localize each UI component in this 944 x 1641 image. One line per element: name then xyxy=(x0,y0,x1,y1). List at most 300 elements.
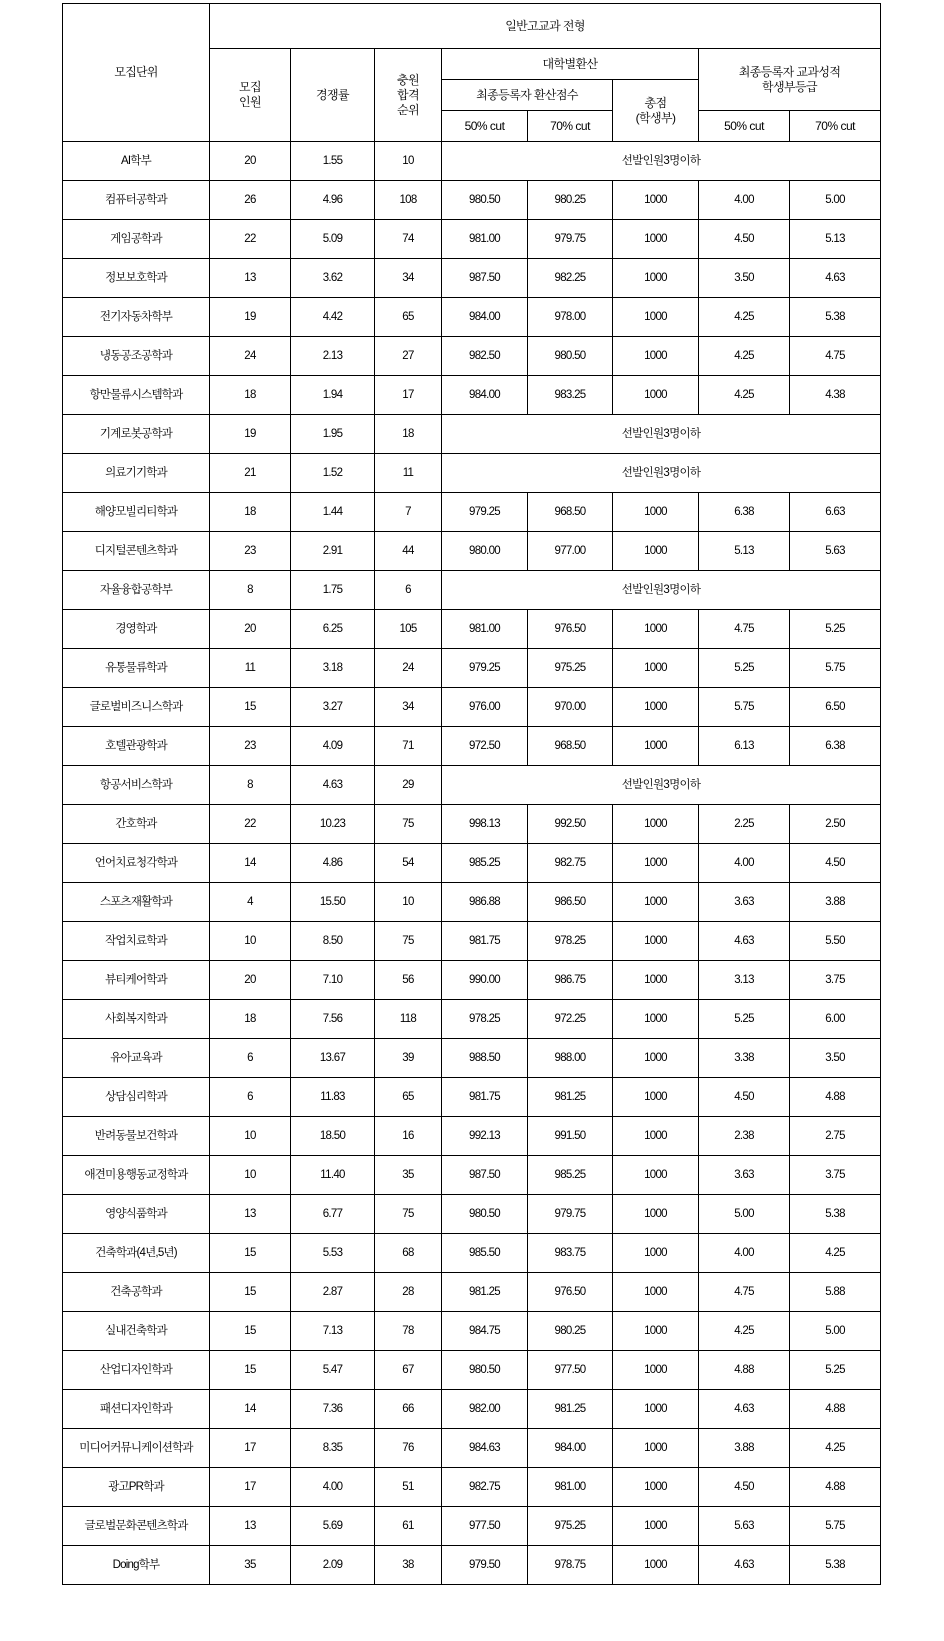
row-score-cut70: 982.75 xyxy=(528,844,613,883)
row-grade-cut70: 5.63 xyxy=(790,532,881,571)
row-fill-rank: 75 xyxy=(375,922,442,961)
row-grade-cut70: 4.50 xyxy=(790,844,881,883)
row-grade-cut50: 3.50 xyxy=(699,259,790,298)
header-unit: 모집단위 xyxy=(63,4,210,142)
row-grade-cut70: 2.75 xyxy=(790,1117,881,1156)
row-grade-cut50: 5.25 xyxy=(699,649,790,688)
row-total-score: 1000 xyxy=(613,805,699,844)
row-total-score: 1000 xyxy=(613,259,699,298)
header-fill-rank-line3: 순위 xyxy=(397,102,419,117)
table-row xyxy=(63,376,881,415)
header-final-grade xyxy=(699,49,881,111)
row-total-score: 1000 xyxy=(613,688,699,727)
row-score-cut50: 988.50 xyxy=(442,1039,528,1078)
row-fill-rank: 35 xyxy=(375,1156,442,1195)
table-row xyxy=(63,805,881,844)
row-total-score: 1000 xyxy=(613,1468,699,1507)
row-grade-cut70: 5.25 xyxy=(790,1351,881,1390)
row-quota: 8 xyxy=(210,766,291,805)
row-grade-cut70: 3.50 xyxy=(790,1039,881,1078)
row-score-cut50: 981.75 xyxy=(442,1078,528,1117)
row-score-cut70: 976.50 xyxy=(528,610,613,649)
row-fill-rank: 6 xyxy=(375,571,442,610)
row-score-cut50: 972.50 xyxy=(442,727,528,766)
row-grade-cut50: 3.38 xyxy=(699,1039,790,1078)
row-department-name: 기계로봇공학과 xyxy=(63,415,210,454)
table-row xyxy=(63,844,881,883)
row-small-cohort-note: 선발인원3명이하 xyxy=(442,142,881,181)
row-score-cut50: 998.13 xyxy=(442,805,528,844)
row-quota: 20 xyxy=(210,610,291,649)
row-quota: 14 xyxy=(210,1390,291,1429)
row-total-score: 1000 xyxy=(613,1429,699,1468)
row-grade-cut50: 4.50 xyxy=(699,220,790,259)
row-fill-rank: 28 xyxy=(375,1273,442,1312)
row-department-name: 패션디자인학과 xyxy=(63,1390,210,1429)
row-competition-ratio: 3.27 xyxy=(291,688,375,727)
row-quota: 20 xyxy=(210,961,291,1000)
row-fill-rank: 118 xyxy=(375,1000,442,1039)
row-grade-cut50: 4.00 xyxy=(699,1234,790,1273)
row-grade-cut50: 4.50 xyxy=(699,1468,790,1507)
row-quota: 18 xyxy=(210,1000,291,1039)
table-row xyxy=(63,961,881,1000)
header-transfer-type: 일반고교과 전형 xyxy=(210,4,881,49)
table-row xyxy=(63,532,881,571)
row-competition-ratio: 4.96 xyxy=(291,181,375,220)
row-total-score: 1000 xyxy=(613,727,699,766)
row-total-score: 1000 xyxy=(613,1078,699,1117)
row-score-cut70: 972.25 xyxy=(528,1000,613,1039)
row-fill-rank: 68 xyxy=(375,1234,442,1273)
table-row xyxy=(63,1468,881,1507)
row-score-cut70: 986.75 xyxy=(528,961,613,1000)
table-row xyxy=(63,1000,881,1039)
row-score-cut70: 992.50 xyxy=(528,805,613,844)
table-row xyxy=(63,1390,881,1429)
row-fill-rank: 61 xyxy=(375,1507,442,1546)
row-total-score: 1000 xyxy=(613,181,699,220)
row-score-cut70: 988.00 xyxy=(528,1039,613,1078)
row-grade-cut70: 5.50 xyxy=(790,922,881,961)
row-grade-cut70: 5.88 xyxy=(790,1273,881,1312)
row-grade-cut70: 5.25 xyxy=(790,610,881,649)
header-total-score xyxy=(613,80,699,142)
row-competition-ratio: 4.42 xyxy=(291,298,375,337)
row-score-cut50: 987.50 xyxy=(442,259,528,298)
row-department-name: 간호학과 xyxy=(63,805,210,844)
row-grade-cut70: 4.25 xyxy=(790,1234,881,1273)
row-competition-ratio: 7.36 xyxy=(291,1390,375,1429)
row-score-cut70: 985.25 xyxy=(528,1156,613,1195)
row-department-name: 유통물류학과 xyxy=(63,649,210,688)
header-final-grade-line2: 학생부등급 xyxy=(762,79,818,94)
table-row xyxy=(63,1312,881,1351)
header-competition: 경쟁률 xyxy=(291,49,375,142)
row-score-cut70: 976.50 xyxy=(528,1273,613,1312)
row-fill-rank: 65 xyxy=(375,298,442,337)
row-total-score: 1000 xyxy=(613,610,699,649)
row-score-cut50: 980.50 xyxy=(442,1195,528,1234)
table-row xyxy=(63,1507,881,1546)
row-department-name: 자율융합공학부 xyxy=(63,571,210,610)
row-grade-cut70: 2.50 xyxy=(790,805,881,844)
row-quota: 10 xyxy=(210,1156,291,1195)
row-score-cut70: 980.25 xyxy=(528,181,613,220)
row-quota: 26 xyxy=(210,181,291,220)
table-row xyxy=(63,766,881,805)
row-department-name: 전기자동차학부 xyxy=(63,298,210,337)
table-row xyxy=(63,415,881,454)
row-total-score: 1000 xyxy=(613,532,699,571)
row-fill-rank: 10 xyxy=(375,883,442,922)
table-row xyxy=(63,727,881,766)
row-quota: 23 xyxy=(210,727,291,766)
row-fill-rank: 29 xyxy=(375,766,442,805)
row-total-score: 1000 xyxy=(613,1351,699,1390)
row-score-cut50: 977.50 xyxy=(442,1507,528,1546)
row-score-cut70: 979.75 xyxy=(528,1195,613,1234)
row-fill-rank: 67 xyxy=(375,1351,442,1390)
row-total-score: 1000 xyxy=(613,961,699,1000)
row-grade-cut50: 3.63 xyxy=(699,883,790,922)
row-grade-cut50: 4.00 xyxy=(699,844,790,883)
row-department-name: 디지털콘텐츠학과 xyxy=(63,532,210,571)
row-department-name: 산업디자인학과 xyxy=(63,1351,210,1390)
table-row xyxy=(63,493,881,532)
row-grade-cut70: 3.88 xyxy=(790,883,881,922)
row-quota: 6 xyxy=(210,1039,291,1078)
row-grade-cut70: 6.50 xyxy=(790,688,881,727)
row-quota: 14 xyxy=(210,844,291,883)
row-department-name: 의료기기학과 xyxy=(63,454,210,493)
row-score-cut70: 979.75 xyxy=(528,220,613,259)
row-score-cut50: 985.50 xyxy=(442,1234,528,1273)
row-department-name: 정보보호학과 xyxy=(63,259,210,298)
row-total-score: 1000 xyxy=(613,220,699,259)
row-department-name: 냉동공조공학과 xyxy=(63,337,210,376)
row-grade-cut50: 4.75 xyxy=(699,1273,790,1312)
row-competition-ratio: 4.00 xyxy=(291,1468,375,1507)
row-department-name: 광고PR학과 xyxy=(63,1468,210,1507)
row-grade-cut70: 5.00 xyxy=(790,181,881,220)
row-fill-rank: 65 xyxy=(375,1078,442,1117)
table-row xyxy=(63,298,881,337)
row-score-cut50: 976.00 xyxy=(442,688,528,727)
row-grade-cut70: 5.75 xyxy=(790,1507,881,1546)
row-fill-rank: 11 xyxy=(375,454,442,493)
row-grade-cut70: 6.38 xyxy=(790,727,881,766)
row-quota: 22 xyxy=(210,805,291,844)
row-grade-cut50: 2.38 xyxy=(699,1117,790,1156)
table-row xyxy=(63,649,881,688)
row-department-name: Doing학부 xyxy=(63,1546,210,1585)
row-score-cut70: 980.50 xyxy=(528,337,613,376)
row-total-score: 1000 xyxy=(613,1000,699,1039)
row-fill-rank: 38 xyxy=(375,1546,442,1585)
row-grade-cut50: 5.63 xyxy=(699,1507,790,1546)
row-score-cut50: 980.50 xyxy=(442,181,528,220)
row-score-cut70: 982.25 xyxy=(528,259,613,298)
header-quota-line1: 모집 xyxy=(239,80,261,94)
row-grade-cut50: 4.63 xyxy=(699,1390,790,1429)
row-score-cut70: 978.25 xyxy=(528,922,613,961)
row-competition-ratio: 8.35 xyxy=(291,1429,375,1468)
table-row xyxy=(63,571,881,610)
row-score-cut50: 984.00 xyxy=(442,298,528,337)
row-quota: 11 xyxy=(210,649,291,688)
row-grade-cut50: 4.50 xyxy=(699,1078,790,1117)
row-fill-rank: 34 xyxy=(375,259,442,298)
row-grade-cut70: 6.63 xyxy=(790,493,881,532)
row-competition-ratio: 2.13 xyxy=(291,337,375,376)
row-quota: 18 xyxy=(210,493,291,532)
row-quota: 4 xyxy=(210,883,291,922)
row-fill-rank: 18 xyxy=(375,415,442,454)
table-body xyxy=(63,142,881,1585)
row-department-name: AI학부 xyxy=(63,142,210,181)
row-score-cut50: 979.25 xyxy=(442,649,528,688)
row-competition-ratio: 1.95 xyxy=(291,415,375,454)
row-fill-rank: 71 xyxy=(375,727,442,766)
row-total-score: 1000 xyxy=(613,376,699,415)
row-competition-ratio: 15.50 xyxy=(291,883,375,922)
header-fill-rank xyxy=(375,49,442,142)
row-quota: 10 xyxy=(210,922,291,961)
row-department-name: 게임공학과 xyxy=(63,220,210,259)
row-fill-rank: 56 xyxy=(375,961,442,1000)
table-row xyxy=(63,259,881,298)
row-score-cut70: 983.75 xyxy=(528,1234,613,1273)
row-fill-rank: 108 xyxy=(375,181,442,220)
row-department-name: 글로벌비즈니스학과 xyxy=(63,688,210,727)
row-score-cut70: 978.00 xyxy=(528,298,613,337)
row-fill-rank: 44 xyxy=(375,532,442,571)
row-total-score: 1000 xyxy=(613,1234,699,1273)
row-fill-rank: 17 xyxy=(375,376,442,415)
row-grade-cut70: 5.38 xyxy=(790,1195,881,1234)
row-competition-ratio: 3.18 xyxy=(291,649,375,688)
table-row xyxy=(63,1429,881,1468)
row-quota: 15 xyxy=(210,1273,291,1312)
row-competition-ratio: 8.50 xyxy=(291,922,375,961)
row-department-name: 언어치료청각학과 xyxy=(63,844,210,883)
row-department-name: 뷰티케어학과 xyxy=(63,961,210,1000)
row-competition-ratio: 11.83 xyxy=(291,1078,375,1117)
row-score-cut70: 991.50 xyxy=(528,1117,613,1156)
row-fill-rank: 34 xyxy=(375,688,442,727)
row-fill-rank: 105 xyxy=(375,610,442,649)
row-score-cut50: 985.25 xyxy=(442,844,528,883)
row-department-name: 건축공학과 xyxy=(63,1273,210,1312)
table-row xyxy=(63,1156,881,1195)
row-grade-cut50: 3.13 xyxy=(699,961,790,1000)
row-total-score: 1000 xyxy=(613,493,699,532)
row-quota: 13 xyxy=(210,1507,291,1546)
row-quota: 19 xyxy=(210,298,291,337)
row-total-score: 1000 xyxy=(613,1546,699,1585)
row-competition-ratio: 5.09 xyxy=(291,220,375,259)
row-grade-cut50: 4.88 xyxy=(699,1351,790,1390)
row-score-cut50: 981.25 xyxy=(442,1273,528,1312)
row-score-cut50: 984.75 xyxy=(442,1312,528,1351)
row-score-cut50: 987.50 xyxy=(442,1156,528,1195)
row-small-cohort-note: 선발인원3명이하 xyxy=(442,454,881,493)
header-quota-line2: 인원 xyxy=(239,95,261,109)
row-grade-cut50: 4.25 xyxy=(699,337,790,376)
row-grade-cut50: 4.75 xyxy=(699,610,790,649)
row-score-cut70: 984.00 xyxy=(528,1429,613,1468)
row-grade-cut50: 3.63 xyxy=(699,1156,790,1195)
row-score-cut50: 981.00 xyxy=(442,220,528,259)
header-final-enrolled-score: 최종등록자 환산점수 xyxy=(442,80,613,111)
table-row xyxy=(63,337,881,376)
table-row xyxy=(63,1234,881,1273)
header-univ-conversion: 대학별환산 xyxy=(442,49,699,80)
row-department-name: 항공서비스학과 xyxy=(63,766,210,805)
row-competition-ratio: 4.63 xyxy=(291,766,375,805)
row-quota: 21 xyxy=(210,454,291,493)
row-score-cut50: 980.00 xyxy=(442,532,528,571)
table-row xyxy=(63,1273,881,1312)
row-score-cut70: 978.75 xyxy=(528,1546,613,1585)
header-fill-rank-line2: 합격 xyxy=(397,87,419,102)
row-score-cut70: 977.50 xyxy=(528,1351,613,1390)
row-score-cut70: 986.50 xyxy=(528,883,613,922)
row-score-cut50: 979.50 xyxy=(442,1546,528,1585)
row-fill-rank: 24 xyxy=(375,649,442,688)
row-small-cohort-note: 선발인원3명이하 xyxy=(442,571,881,610)
row-fill-rank: 51 xyxy=(375,1468,442,1507)
row-grade-cut70: 6.00 xyxy=(790,1000,881,1039)
table-row xyxy=(63,1078,881,1117)
row-fill-rank: 27 xyxy=(375,337,442,376)
row-grade-cut70: 5.38 xyxy=(790,298,881,337)
row-total-score: 1000 xyxy=(613,1156,699,1195)
row-quota: 13 xyxy=(210,259,291,298)
table-row xyxy=(63,610,881,649)
row-grade-cut50: 6.38 xyxy=(699,493,790,532)
row-department-name: 해양모빌리티학과 xyxy=(63,493,210,532)
row-score-cut50: 982.75 xyxy=(442,1468,528,1507)
row-department-name: 컴퓨터공학과 xyxy=(63,181,210,220)
row-total-score: 1000 xyxy=(613,1117,699,1156)
row-grade-cut70: 5.13 xyxy=(790,220,881,259)
row-quota: 23 xyxy=(210,532,291,571)
row-small-cohort-note: 선발인원3명이하 xyxy=(442,766,881,805)
row-grade-cut50: 4.25 xyxy=(699,1312,790,1351)
row-score-cut50: 986.88 xyxy=(442,883,528,922)
row-department-name: 반려동물보건학과 xyxy=(63,1117,210,1156)
row-total-score: 1000 xyxy=(613,1195,699,1234)
row-score-cut50: 990.00 xyxy=(442,961,528,1000)
row-grade-cut50: 4.63 xyxy=(699,922,790,961)
row-score-cut70: 968.50 xyxy=(528,493,613,532)
table-row xyxy=(63,883,881,922)
table-row xyxy=(63,142,881,181)
table-row xyxy=(63,454,881,493)
table-header xyxy=(63,4,881,142)
row-fill-rank: 66 xyxy=(375,1390,442,1429)
table-row xyxy=(63,1351,881,1390)
row-competition-ratio: 1.94 xyxy=(291,376,375,415)
header-total-score-line1: 총점 xyxy=(644,95,667,110)
table-row xyxy=(63,1546,881,1585)
row-department-name: 글로벌문화콘텐츠학과 xyxy=(63,1507,210,1546)
table-row xyxy=(63,922,881,961)
row-grade-cut50: 4.63 xyxy=(699,1546,790,1585)
row-department-name: 상담심리학과 xyxy=(63,1078,210,1117)
row-quota: 17 xyxy=(210,1468,291,1507)
row-competition-ratio: 7.10 xyxy=(291,961,375,1000)
row-department-name: 경영학과 xyxy=(63,610,210,649)
row-grade-cut50: 5.13 xyxy=(699,532,790,571)
row-grade-cut70: 3.75 xyxy=(790,961,881,1000)
row-grade-cut50: 3.88 xyxy=(699,1429,790,1468)
row-quota: 6 xyxy=(210,1078,291,1117)
row-competition-ratio: 1.55 xyxy=(291,142,375,181)
row-grade-cut70: 4.25 xyxy=(790,1429,881,1468)
row-score-cut70: 981.25 xyxy=(528,1078,613,1117)
row-score-cut70: 981.25 xyxy=(528,1390,613,1429)
table-row xyxy=(63,1117,881,1156)
table-row xyxy=(63,181,881,220)
row-grade-cut50: 5.25 xyxy=(699,1000,790,1039)
row-quota: 15 xyxy=(210,1351,291,1390)
row-competition-ratio: 2.91 xyxy=(291,532,375,571)
admissions-results-table xyxy=(62,3,881,1585)
row-grade-cut70: 4.75 xyxy=(790,337,881,376)
header-final-grade-line1: 최종등록자 교과성적 xyxy=(738,64,841,79)
row-department-name: 영양식품학과 xyxy=(63,1195,210,1234)
row-competition-ratio: 18.50 xyxy=(291,1117,375,1156)
row-score-cut70: 975.25 xyxy=(528,649,613,688)
row-score-cut50: 981.00 xyxy=(442,610,528,649)
row-department-name: 작업치료학과 xyxy=(63,922,210,961)
row-grade-cut50: 6.13 xyxy=(699,727,790,766)
row-score-cut70: 975.25 xyxy=(528,1507,613,1546)
row-grade-cut70: 4.63 xyxy=(790,259,881,298)
row-department-name: 항만물류시스템학과 xyxy=(63,376,210,415)
row-grade-cut50: 4.25 xyxy=(699,298,790,337)
row-quota: 18 xyxy=(210,376,291,415)
row-quota: 8 xyxy=(210,571,291,610)
row-grade-cut70: 4.88 xyxy=(790,1390,881,1429)
row-grade-cut70: 4.38 xyxy=(790,376,881,415)
row-quota: 15 xyxy=(210,688,291,727)
row-grade-cut50: 4.25 xyxy=(699,376,790,415)
row-score-cut50: 982.50 xyxy=(442,337,528,376)
row-department-name: 건축학과(4년,5년) xyxy=(63,1234,210,1273)
row-total-score: 1000 xyxy=(613,844,699,883)
row-score-cut70: 968.50 xyxy=(528,727,613,766)
row-score-cut70: 970.00 xyxy=(528,688,613,727)
row-competition-ratio: 3.62 xyxy=(291,259,375,298)
row-competition-ratio: 4.86 xyxy=(291,844,375,883)
row-fill-rank: 74 xyxy=(375,220,442,259)
header-grade-cut70: 70% cut xyxy=(790,111,881,142)
row-grade-cut50: 2.25 xyxy=(699,805,790,844)
row-competition-ratio: 1.44 xyxy=(291,493,375,532)
table-row xyxy=(63,1039,881,1078)
row-total-score: 1000 xyxy=(613,883,699,922)
row-competition-ratio: 6.25 xyxy=(291,610,375,649)
row-grade-cut70: 3.75 xyxy=(790,1156,881,1195)
row-competition-ratio: 13.67 xyxy=(291,1039,375,1078)
row-quota: 20 xyxy=(210,142,291,181)
row-quota: 24 xyxy=(210,337,291,376)
row-competition-ratio: 5.53 xyxy=(291,1234,375,1273)
